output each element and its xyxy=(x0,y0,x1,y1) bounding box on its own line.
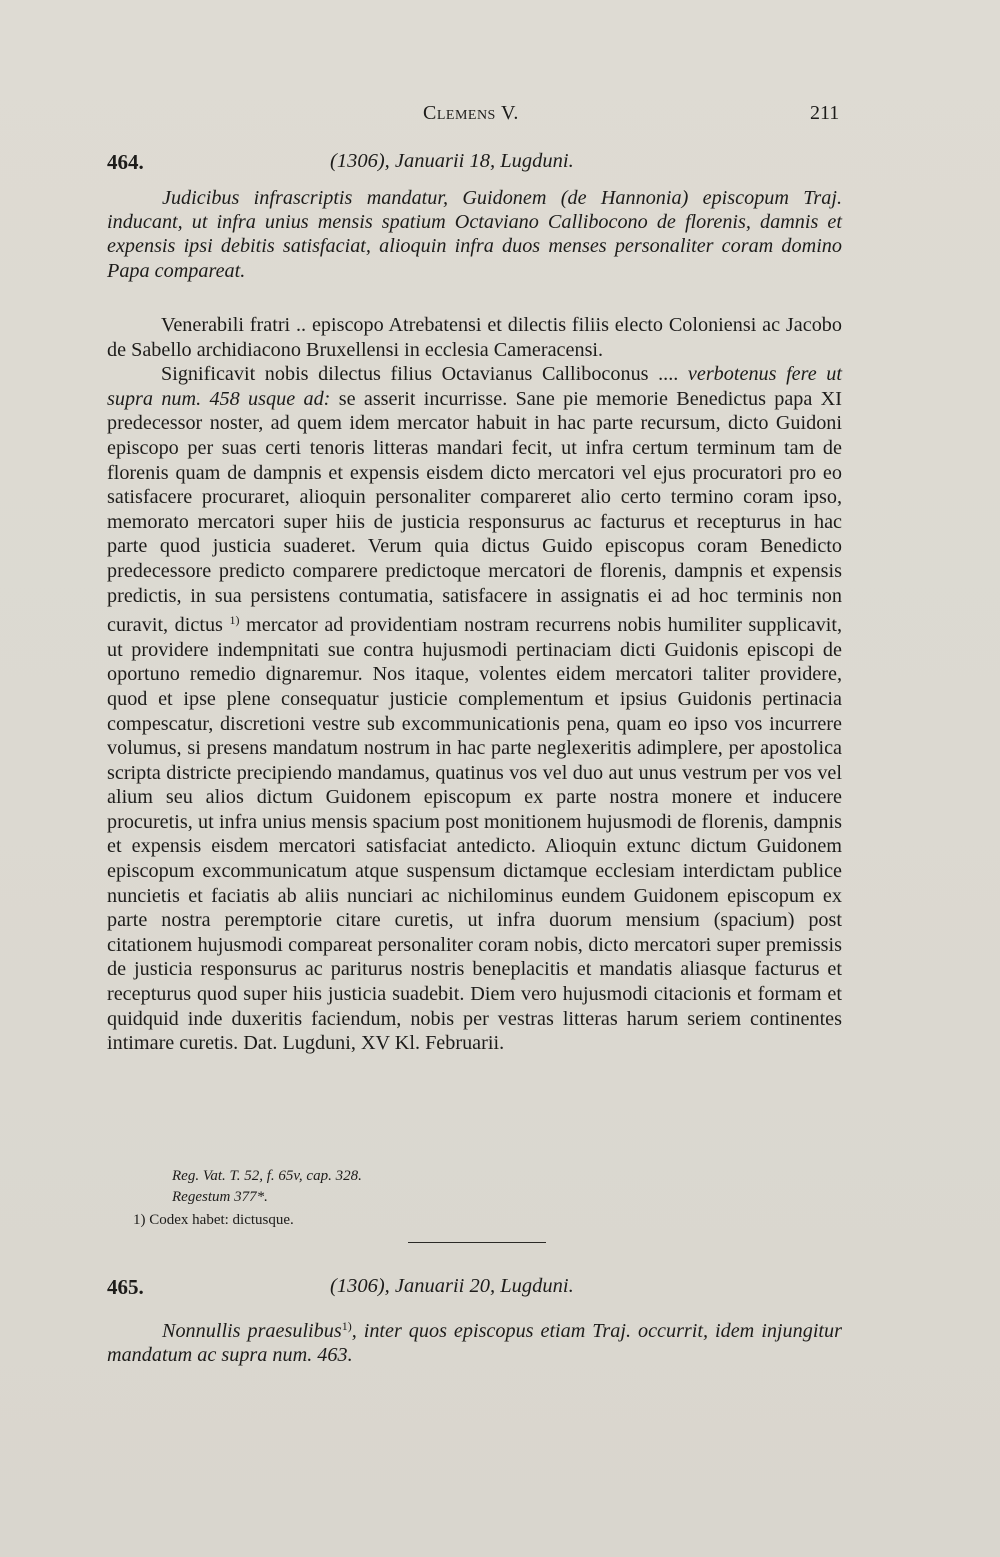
letter-body xyxy=(107,362,842,1056)
summary-part1: Nonnullis praesulibus xyxy=(162,1320,342,1342)
entry-number: 464. xyxy=(107,150,144,174)
entry-summary xyxy=(107,1314,842,1367)
entry-number: 465. xyxy=(107,1275,144,1299)
letter-body-part2: mercator ad providentiam nostram recurrens nobis humiliter supplicavit, ut providere indempnitati sue contra hujusmodi pertinaciam dicti Guidonis episcopi de oportuno remedio dignaremur. Nos itaque, volentes eidem mercatori taliter providere, quod et ipse plene consequatur justicie complementum et ipsius Guidonis pertinacia compescatur, discretioni vestre sub excommunicationis pena, quam eo ipso vos incurrere volumus, si presens mandatum nostrum in hac parte neglexeritis adimplere, per apostolica scripta districte precipiendo mandamus, quatinus vos vel duo aut unus vestrum per vos vel alium seu alios dictum Guidonem episcopum ex parte nostra monere et inducere procuretis, ut infra unius mensis spacium post monitionem hujusmodi de florenis, dampnis et expensis eisdem mercatori satisfaciat antedicto. Alioquin extunc dictum Guidonem episcopum excommunicatum atque suspensum dictamque ecclesiam interdictam publice nuncietis et faciatis ab aliis nunciari ac nichilominus eundem Guidonem episcopum ex parte nostra peremptorie citare curetis, ut infra duorum mensium (spacium) post citationem hujusmodi compareat personaliter coram nobis, dicto mercatori super premissis de justicia responsurus ac pariturus nostris beneplacitis et mandatis aliasque facturus et recepturus quod super hiis justicia suadebit. Diem vero hujusmodi citacionis et formam et quidquid inde duxeritis faciendum, nobis per vestras litteras harum seriem continentes intimare curetis. Dat. Lugduni, XV Kl. Februarii. xyxy=(107,614,842,1055)
footnote: 1) Codex habet: dictusque. xyxy=(133,1212,294,1228)
source-references xyxy=(172,1166,362,1208)
letter-body-part1: se asserit incurrisse. Sane pie memorie Benedictus papa XI predecessor noster, ad quem idem mercator habuit in hac parte recursum, dicto Guidoni episcopo per suas certi tenoris litteras mandari fecit, ut infra certum terminum tam de florenis quam de dampnis et expensis eisdem dicto mercatori vel ejus procuratori pro eo satisfacere procuraret, alioquin personaliter compareret alio certo termino coram ipso, memorato mercatori super hiis de justicia responsurus ac facturus et recepturus in hac parte quod justicia suaderet. Verum quia dictus Guido episcopus coram Benedicto predecessore predicto comparere predictoque mercatori de florenis, dampnis et expensis predictis, in sua persistens contumatia, satisfacere in assignatis ei ad hoc terminis non curavit, dictus xyxy=(107,387,842,637)
section-divider xyxy=(408,1242,546,1243)
letter-opening: Significavit nobis dilectus filius Octavianus Calliboconus .... xyxy=(161,363,679,386)
regestum-reference: Regestum 377*. xyxy=(172,1189,268,1205)
letter-address: Venerabili fratri .. episcopo Atrebatensi et dilectis filiis electo Coloniensi ac Jacobo de Sabello archidiacono Bruxellensi in ecclesia Cameracensi. xyxy=(107,314,842,361)
entry-summary: Judicibus infrascriptis mandatur, Guidonem (de Hannonia) episcopum Traj. inducant, ut infra unius mensis spatium Octaviano Callibocono de florenis, damnis et expensis ipsi debitis satisfaciat, alioquin infra duos menses personaliter coram domino Papa compareat. xyxy=(107,187,842,282)
running-head xyxy=(0,100,1000,130)
page-number: 211 xyxy=(810,102,840,124)
entry-heading-464 xyxy=(0,150,1000,182)
running-title: Clemens V. xyxy=(423,102,519,124)
entry-heading-465 xyxy=(0,1275,1000,1307)
cross-reference: verbotenus fere ut supra num. 458 usque ad: xyxy=(107,363,842,410)
summary-part2: , inter quos episcopus etiam Traj. occurrit, idem injungitur mandatum ac supra num. 463. xyxy=(107,1320,842,1367)
entry-date: (1306), Januarii 20, Lugduni. xyxy=(330,1275,574,1297)
entry-date: (1306), Januarii 18, Lugduni. xyxy=(330,150,574,172)
letter-text xyxy=(107,313,842,1056)
footnote-marker: 1) xyxy=(341,1319,352,1333)
register-reference: Reg. Vat. T. 52, f. 65v, cap. 328. xyxy=(172,1168,362,1184)
footnote-marker: 1) xyxy=(229,613,240,628)
